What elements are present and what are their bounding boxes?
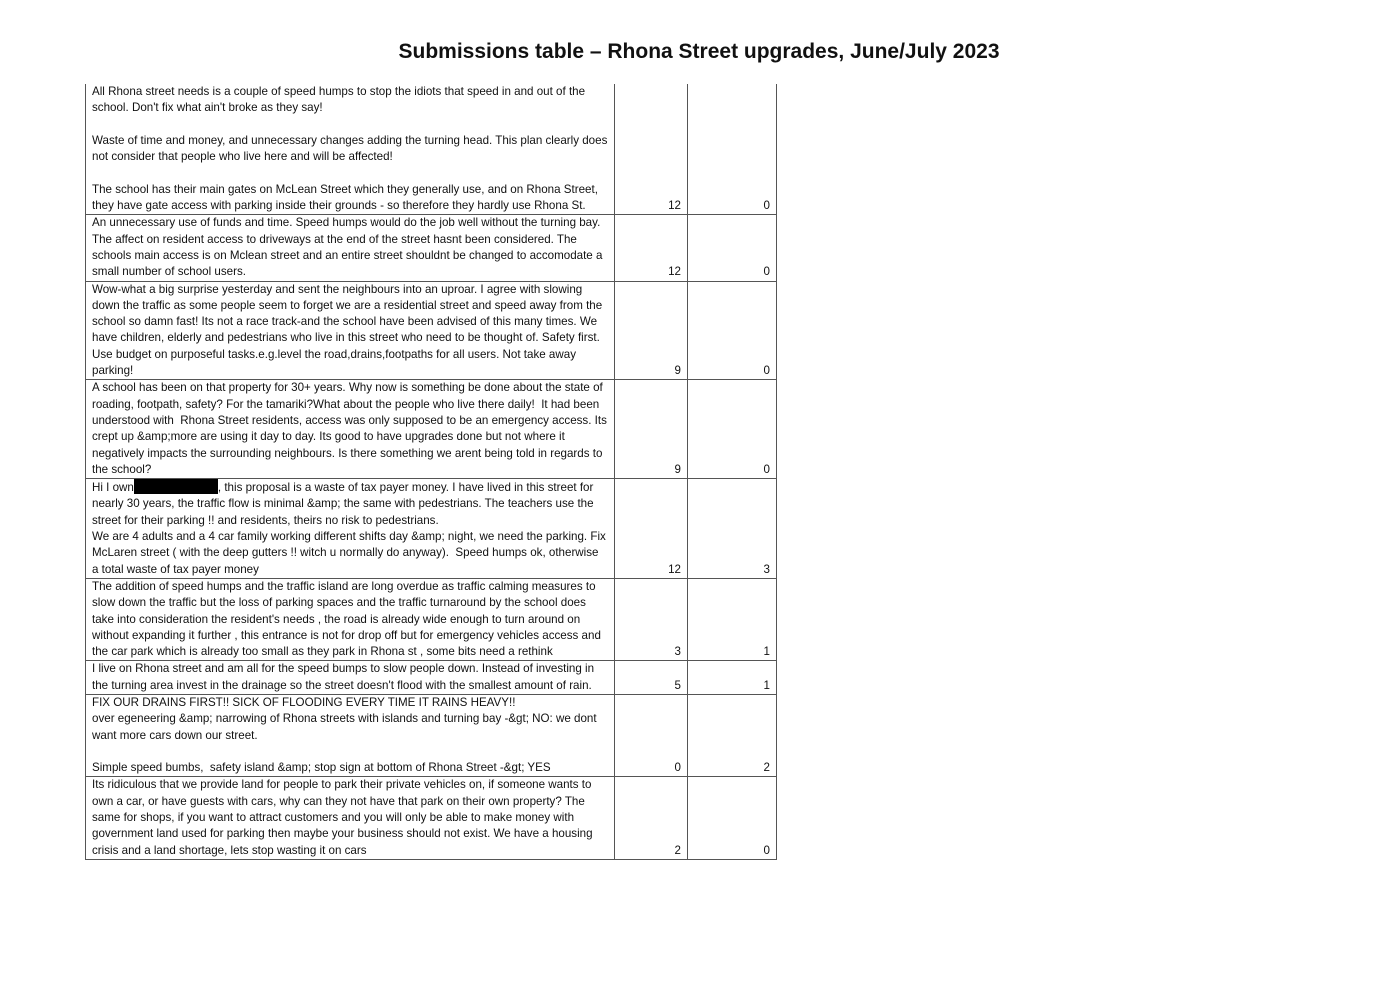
submission-comment: Wow-what a big surprise yesterday and sent the neighbours into an uproar. I agree with slowing down the traffic as some people seem to forget we are a residential street and speed away from the school so damn fast! Its not a race track-and the school have been advised of this many times. We have children, elderly and pedestrians who live in this street who need to be thought of. Safety first. Use budget on purposeful tasks.e.g.level the road,drains,footpaths for all users. Not take away parking! [86, 281, 615, 380]
table-row [86, 215, 777, 281]
submission-count-b: 1 [688, 578, 777, 660]
submission-count-b: 1 [688, 661, 777, 695]
submission-comment: The addition of speed humps and the traffic island are long overdue as traffic calming measures to slow down the traffic but the loss of parking spaces and the traffic turnaround by the school does take into consideration the resident's needs , the road is already wide enough to turn around on without expanding it further , this entrance is not for drop off but for emergency vehicles access and the car park which is already too small as they park in Rhona st , some bits need a rethink [86, 578, 615, 660]
submission-count-b: 2 [688, 694, 777, 776]
submission-comment: A school has been on that property for 30+ years. Why now is something be done about the state of roading, footpath, safety? For the tamariki?What about the people who live there daily! It had been understood with Rhona Street residents, access was only supposed to be an emergency access. Its crept up &amp;more are using it day to day. Its good to have upgrades done but not where it negatively impacts the surrounding neighbours. Is there something we arent being told in regards to the school? [86, 380, 615, 479]
submission-comment: All Rhona street needs is a couple of speed humps to stop the idiots that speed in and out of the school. Don't fix what ain't broke as they say! Waste of time and money, and unnecessary changes adding the turning head. This plan clearly does not consider that people who live here and will be affected! The school has their main gates on McLean Street which they generally use, and on Rhona Street, they have gate access with parking inside their grounds - so therefore they hardly use Rhona St. [86, 84, 615, 215]
submission-count-b: 0 [688, 777, 777, 859]
submission-count-a: 12 [615, 84, 688, 215]
submission-count-b: 0 [688, 84, 777, 215]
table-row [86, 281, 777, 380]
table-row [86, 661, 777, 695]
submission-count-a: 3 [615, 578, 688, 660]
submission-count-a: 9 [615, 380, 688, 479]
submission-count-a: 0 [615, 694, 688, 776]
redaction-block [134, 479, 218, 494]
submission-count-b: 0 [688, 281, 777, 380]
page-title: Submissions table – Rhona Street upgrades, June/July 2023 [398, 40, 1000, 63]
table-row [86, 694, 777, 776]
submission-count-b: 3 [688, 479, 777, 579]
comment-text-after: , this proposal is a waste of tax payer money. I have lived in this street for nearly 30 years, the traffic flow is minimal &amp; the same with pedestrians. The teachers use the street for their parking !! and residents, theirs no risk to pedestrians. We are 4 adults and a 4 car family working different shifts day &amp; night, we need the parking. Fix McLaren street ( with the deep gutters !! witch u normally do anyway). Speed humps ok, otherwise a total waste of tax payer money [92, 481, 606, 576]
submission-count-a: 9 [615, 281, 688, 380]
table-row [86, 380, 777, 479]
submission-comment: Its ridiculous that we provide land for people to park their private vehicles on, if someone wants to own a car, or have guests with cars, why can they not have that park on their own property? The same for shops, if you want to attract customers and you will only be able to make money with government land used for parking then maybe your business should not exist. We have a housing crisis and a land shortage, lets stop wasting it on cars [86, 777, 615, 859]
table-row [86, 578, 777, 660]
submission-comment [86, 479, 615, 579]
table-row [86, 84, 777, 215]
submission-count-b: 0 [688, 380, 777, 479]
submissions-table [85, 84, 777, 860]
submission-comment: I live on Rhona street and am all for the speed bumps to slow people down. Instead of investing in the turning area invest in the drainage so the street doesn't flood with the smallest amount of rain. [86, 661, 615, 695]
submission-comment: FIX OUR DRAINS FIRST!! SICK OF FLOODING EVERY TIME IT RAINS HEAVY!! over egeneering &amp; narrowing of Rhona streets with islands and turning bay -&gt; NO: we dont want more cars down our street. Simple speed bumbs, safety island &amp; stop sign at bottom of Rhona Street -&gt; YES [86, 694, 615, 776]
submission-count-a: 2 [615, 777, 688, 859]
comment-text-before: Hi I own [92, 481, 134, 495]
submission-count-a: 12 [615, 215, 688, 281]
submission-count-a: 5 [615, 661, 688, 695]
submission-comment: An unnecessary use of funds and time. Speed humps would do the job well without the turning bay. The affect on resident access to driveways at the end of the street hasnt been considered. The schools main access is on Mclean street and an entire street shouldnt be changed to accomodate a small number of school users. [86, 215, 615, 281]
submission-count-b: 0 [688, 215, 777, 281]
submission-count-a: 12 [615, 479, 688, 579]
table-row [86, 777, 777, 859]
table-row [86, 479, 777, 579]
